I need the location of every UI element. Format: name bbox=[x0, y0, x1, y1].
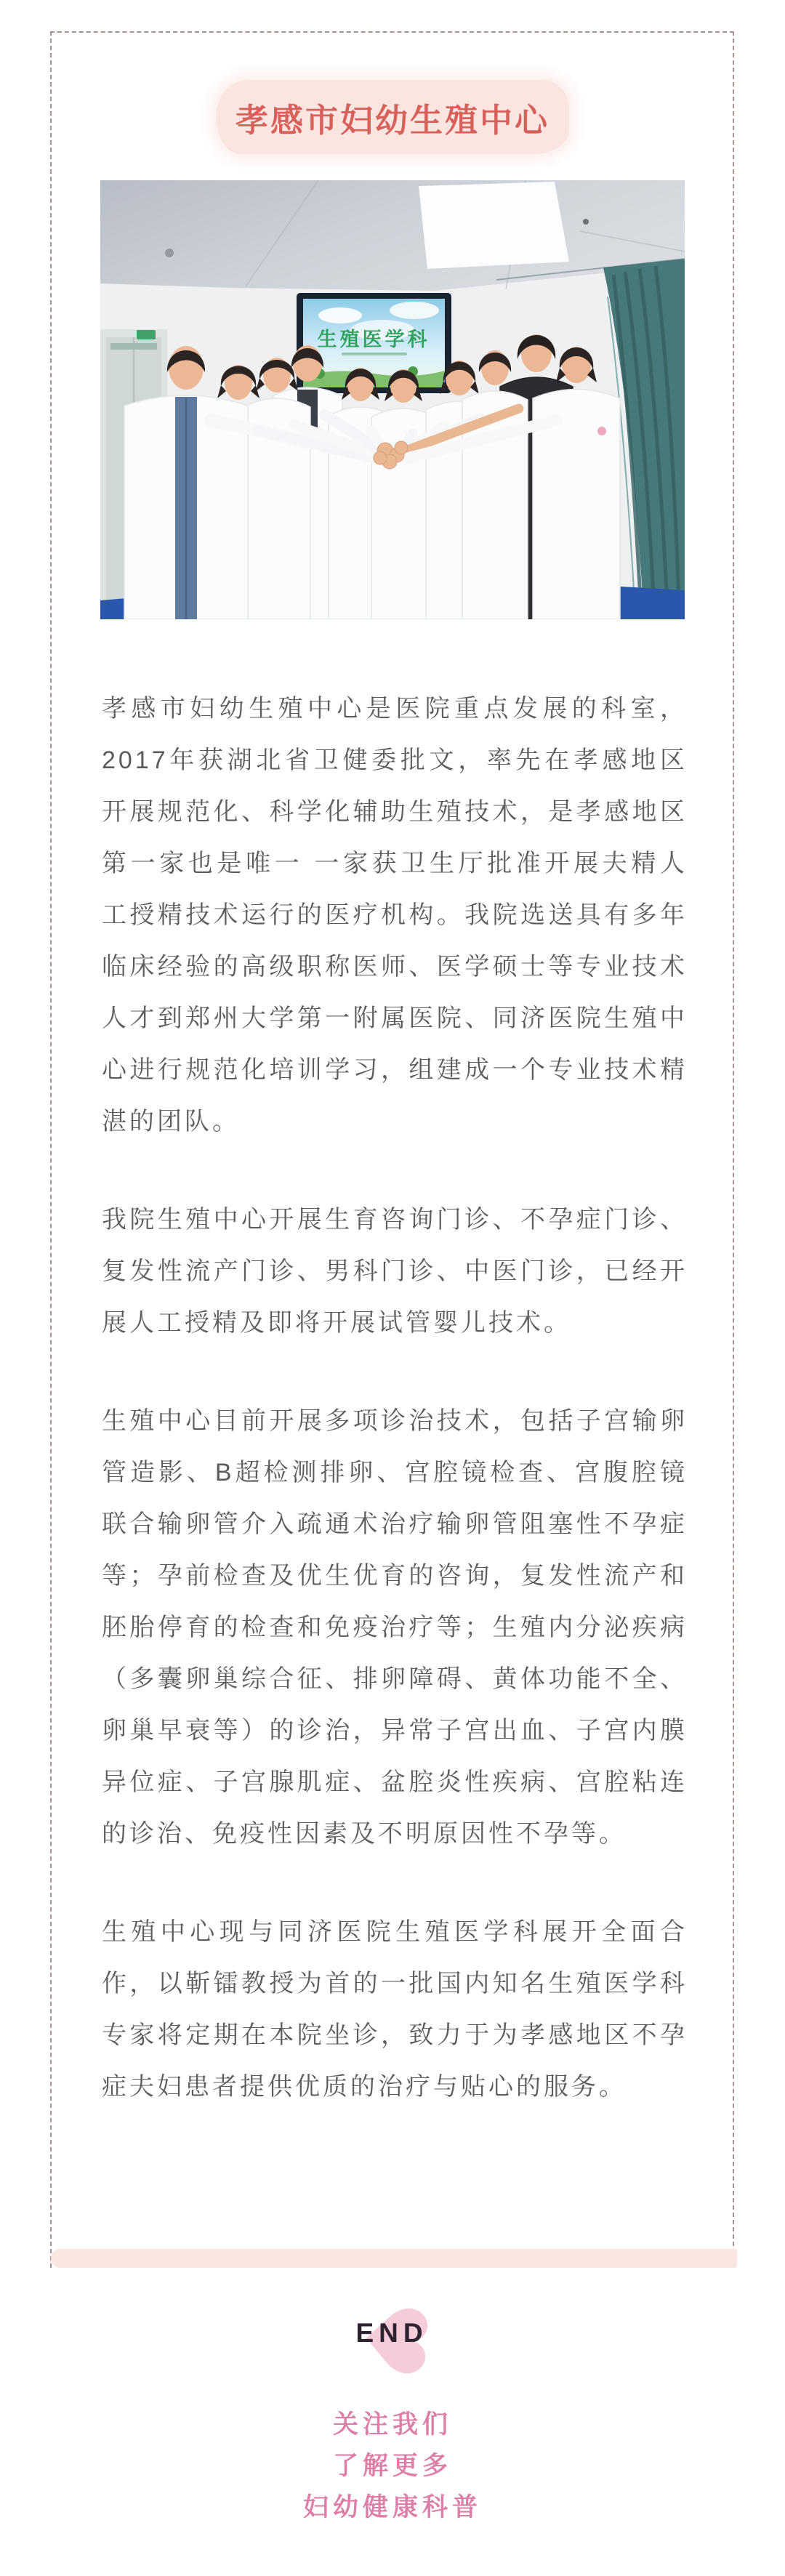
footer-links bbox=[0, 2404, 785, 2528]
paragraph: 生殖中心现与同济医院生殖医学科展开全面合作，以靳镭教授为首的一批国内知名生殖医学科专家将定期在本院坐诊，致力于为孝感地区不孕症夫妇患者提供优质的治疗与贴心的服务。 bbox=[102, 1918, 688, 2101]
title-badge bbox=[216, 80, 569, 154]
end-badge bbox=[349, 2292, 435, 2388]
tv-subtitle-bar bbox=[342, 353, 407, 355]
ceiling-light-panel bbox=[419, 182, 569, 269]
ceiling-fixture bbox=[583, 219, 589, 225]
coat-logo bbox=[597, 427, 606, 435]
pink-bottom-strip bbox=[51, 2249, 737, 2268]
footer-line-health-science: 妇幼健康科普 bbox=[302, 2493, 482, 2521]
tv-title-text: 生殖医学科 bbox=[317, 329, 430, 350]
footer-line-follow-us: 关注我们 bbox=[332, 2410, 452, 2439]
end-label: END bbox=[355, 2318, 428, 2348]
team-photo bbox=[100, 180, 685, 619]
page-title: 孝感市妇幼生殖中心 bbox=[235, 101, 550, 139]
footer-line-learn-more: 了解更多 bbox=[332, 2452, 452, 2480]
paragraph: 生殖中心目前开展多项诊治技术，包括子宫输卵管造影、B超检测排卵、宫腔镜检查、宫腹腔镜联合输卵管介入疏通术治疗输卵管阻塞性不孕症等；孕前检查及优生优育的咨询，复发性流产和胚胎停育的检查和免疫治疗等；生殖内分泌疾病（多囊卵巢综合征、排卵障碍、黄体功能不全、卵巢早衰等）的诊治，异常子宫出血、子宫内膜异位症、子宫腺肌症、盆腔炎性疾病、宫腔粘连的诊治、免疫性因素及不明原因性不孕等。 bbox=[102, 1407, 688, 1848]
paragraph: 我院生殖中心开展生育咨询门诊、不孕症门诊、复发性流产门诊、男科门诊、中医门诊，已经开展人工授精及即将开展试管婴儿技术。 bbox=[102, 1206, 688, 1337]
exit-sign bbox=[137, 330, 156, 339]
article-body bbox=[102, 683, 688, 2113]
ceiling-sprinkler bbox=[165, 249, 174, 257]
paragraph: 孝感市妇幼生殖中心是医院重点发展的科室，2017年获湖北省卫健委批文，率先在孝感地区开展规范化、科学化辅助生殖技术，是孝感地区第一家也是唯一 一家获卫生厅批准开展夫精人工授精技术运行的医疗机构。我院选送具有多年临床经验的高级职称医师、医学硕士等专业技术人才到郑州大学第一附属医院、同济医院生殖中心进行规范化培训学习，组建成一个专业技术精湛的团队。 bbox=[102, 695, 688, 1135]
